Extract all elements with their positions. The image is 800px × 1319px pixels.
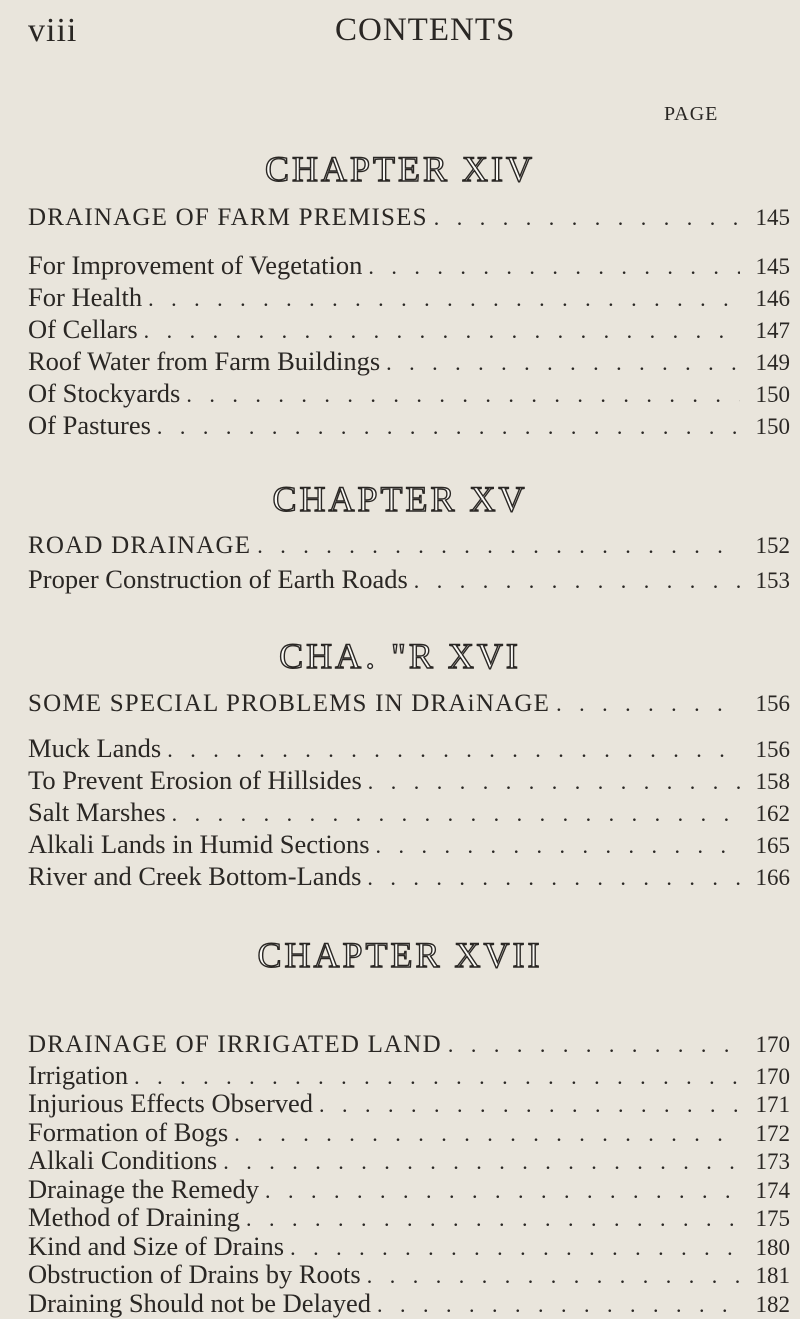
toc-entry[interactable] — [28, 797, 790, 831]
leader-dots — [414, 568, 740, 594]
entry-title: Alkali Conditions — [28, 1145, 218, 1175]
entry-title: Of Pastures — [28, 410, 151, 440]
toc-entry[interactable] — [28, 733, 790, 767]
chapter-title: CHAPTER XIV — [264, 149, 535, 189]
entry-page: 162 — [755, 801, 790, 826]
leader-dots — [257, 533, 740, 559]
leader-dots — [434, 205, 740, 231]
chapter-title: CHA․ "R XVI — [279, 636, 521, 676]
entry-title: Method of Draining — [28, 1202, 240, 1232]
toc-entry[interactable] — [28, 1088, 790, 1118]
entry-title: Formation of Bogs — [28, 1116, 229, 1147]
chapter-heading[interactable] — [28, 532, 790, 566]
entry-page: 175 — [755, 1206, 790, 1231]
toc-entry[interactable] — [28, 410, 790, 444]
entry-page: 171 — [755, 1092, 790, 1117]
toc-entry[interactable] — [28, 1117, 790, 1147]
toc-entry[interactable] — [28, 314, 790, 348]
toc-entry[interactable] — [28, 564, 790, 598]
entry-page: 150 — [755, 382, 790, 407]
entry-title: DRAINAGE OF IRRIGATED LAND — [28, 1031, 442, 1058]
entry-title: SOME SPECIAL PROBLEMS IN DRAiNAGE — [28, 690, 551, 717]
leader-dots — [368, 769, 740, 795]
entry-page: 156 — [755, 691, 790, 716]
chapter-heading[interactable] — [28, 1031, 790, 1061]
entry-title: Irrigation — [28, 1059, 129, 1090]
entry-title: ROAD DRAINAGE — [28, 532, 252, 559]
leader-dots — [448, 1032, 740, 1058]
toc-entry[interactable] — [28, 829, 790, 863]
leader-dots — [319, 1092, 740, 1118]
entry-title: Kind and Size of Drains — [28, 1230, 285, 1261]
entry-page: 180 — [755, 1234, 790, 1260]
chapter-title: CHAPTER XVII — [257, 935, 543, 975]
toc-entry[interactable] — [28, 378, 790, 412]
leader-dots — [246, 1206, 740, 1232]
entry-title: Alkali Lands in Humid Sections — [28, 829, 370, 859]
entry-page: 181 — [755, 1263, 790, 1288]
toc-entry[interactable] — [28, 1060, 790, 1090]
leader-dots — [134, 1064, 740, 1090]
toc-entry[interactable] — [28, 1174, 790, 1204]
entry-page: 145 — [755, 254, 790, 279]
leader-dots — [556, 691, 740, 717]
toc-entry[interactable] — [28, 250, 790, 284]
page-column-label: PAGE — [664, 103, 719, 125]
leader-dots — [367, 865, 740, 891]
entry-page: 182 — [755, 1291, 790, 1317]
leader-dots — [367, 1263, 740, 1289]
entry-page: 156 — [755, 737, 790, 762]
entry-page: 158 — [755, 769, 790, 794]
leader-dots — [144, 318, 740, 344]
leader-dots — [157, 414, 740, 440]
leader-dots — [172, 801, 740, 827]
entry-page: 172 — [755, 1120, 790, 1146]
entry-title: Draining Should not be Delayed — [28, 1287, 371, 1318]
leader-dots — [234, 1121, 740, 1147]
toc-entry[interactable] — [28, 1231, 790, 1261]
leader-dots — [148, 286, 740, 312]
toc-entry[interactable] — [28, 1288, 790, 1318]
entry-page: 174 — [755, 1177, 790, 1203]
entry-title: DRAINAGE OF FARM PREMISES — [28, 204, 428, 231]
entry-title: Obstruction of Drains by Roots — [28, 1259, 361, 1289]
entry-title: Injurious Effects Observed — [28, 1088, 314, 1118]
entry-title: Muck Lands — [28, 733, 162, 763]
leader-dots — [368, 254, 740, 280]
leader-dots — [290, 1235, 740, 1261]
leader-dots — [167, 737, 740, 763]
entry-title: Drainage the Remedy — [28, 1173, 260, 1204]
toc-entry[interactable] — [28, 282, 790, 316]
toc-entry[interactable] — [28, 1259, 790, 1289]
entry-page: 170 — [755, 1032, 790, 1057]
toc-entry[interactable] — [28, 861, 790, 895]
entry-page: 153 — [755, 568, 790, 593]
entry-title: Of Stockyards — [28, 378, 181, 408]
chapter-heading[interactable] — [28, 204, 790, 238]
entry-title: To Prevent Erosion of Hillsides — [28, 765, 362, 795]
entry-title: Proper Construction of Earth Roads — [28, 564, 408, 594]
leader-dots — [386, 350, 740, 376]
entry-page: 147 — [755, 318, 790, 343]
leader-dots — [376, 833, 740, 859]
entry-page: 146 — [755, 286, 790, 311]
entry-title: For Improvement of Vegetation — [28, 250, 363, 280]
toc-entry[interactable] — [28, 765, 790, 799]
entry-title: For Health — [28, 282, 143, 312]
entry-title: Roof Water from Farm Buildings — [28, 346, 381, 376]
entry-page: 165 — [755, 833, 790, 858]
entry-page: 145 — [755, 205, 790, 230]
toc-entry[interactable] — [28, 346, 790, 380]
toc-entry[interactable] — [28, 1202, 790, 1232]
folio-number: viii — [28, 12, 78, 49]
entry-title: River and Creek Bottom-Lands — [28, 861, 362, 891]
entry-title: Salt Marshes — [28, 797, 166, 827]
leader-dots — [265, 1178, 740, 1204]
running-title: CONTENTS — [335, 12, 516, 48]
entry-page: 152 — [755, 533, 790, 558]
entry-title: Of Cellars — [28, 314, 138, 344]
entry-page: 170 — [755, 1063, 790, 1089]
entry-page: 173 — [755, 1149, 790, 1174]
leader-dots — [186, 382, 740, 408]
toc-entry[interactable] — [28, 1145, 790, 1175]
chapter-title: CHAPTER XV — [272, 479, 528, 519]
leader-dots — [223, 1149, 740, 1175]
leader-dots — [377, 1292, 740, 1318]
chapter-heading[interactable] — [28, 690, 790, 724]
entry-page: 166 — [755, 865, 790, 890]
entry-page: 150 — [755, 414, 790, 439]
entry-page: 149 — [755, 350, 790, 375]
